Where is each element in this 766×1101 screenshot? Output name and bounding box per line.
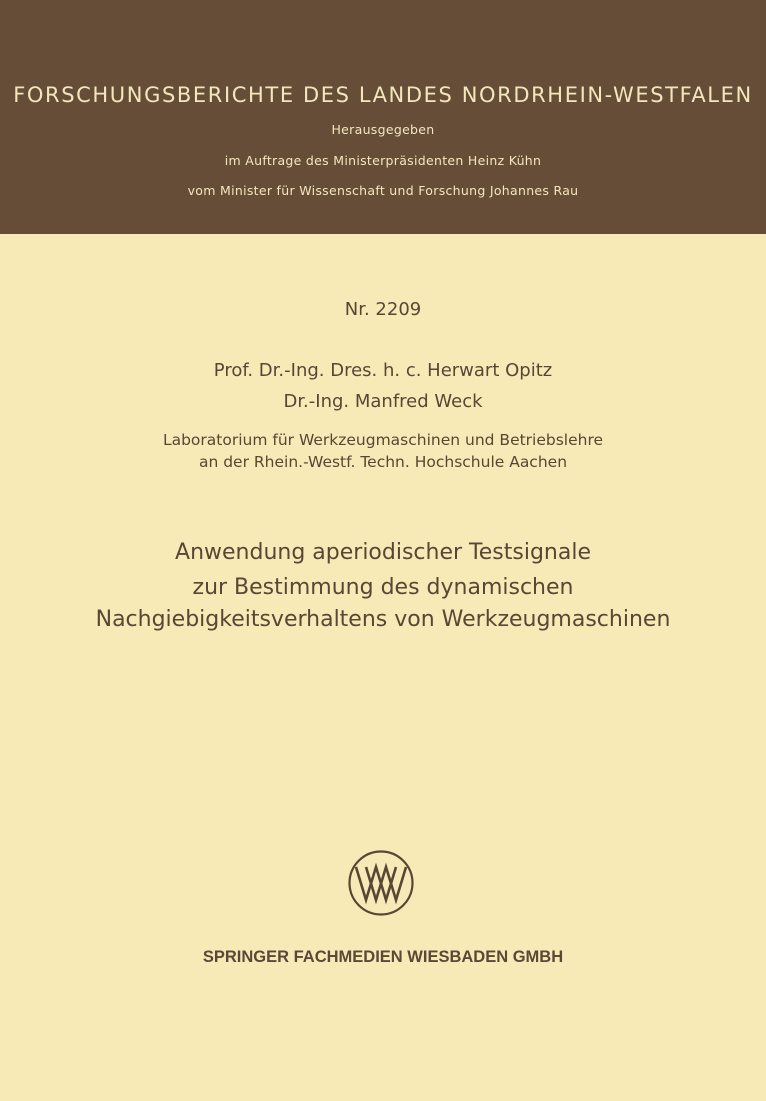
header-minister-line: vom Minister für Wissenschaft und Forschung Johannes Rau — [187, 183, 579, 198]
report-number: Nr. 2209 — [344, 299, 422, 320]
header-editor-line: Herausgegeben — [331, 122, 435, 137]
book-title-line: zur Bestimmung des dynamischen — [192, 575, 574, 600]
institution-line: an der Rhein.-Westf. Techn. Hochschule Aachen — [198, 453, 568, 471]
series-title: FORSCHUNGSBERICHTE DES LANDES NORDRHEIN-WESTFALEN — [13, 83, 753, 107]
westdeutscher-verlag-ww-logo-icon — [347, 849, 415, 917]
series-header-band — [0, 0, 766, 234]
publisher-name: SPRINGER FACHMEDIEN WIESBADEN GMBH — [202, 948, 564, 966]
institution-line: Laboratorium für Werkzeugmaschinen und Betriebslehre — [162, 431, 604, 449]
author-name: Prof. Dr.-Ing. Dres. h. c. Herwart Opitz — [213, 360, 553, 381]
book-title-line: Anwendung aperiodischer Testsignale — [175, 540, 591, 565]
book-title-line: Nachgiebigkeitsverhaltens von Werkzeugmaschinen — [95, 607, 671, 632]
header-commission-line: im Auftrage des Ministerpräsidenten Heinz Kühn — [224, 153, 542, 168]
author-name: Dr.-Ing. Manfred Weck — [283, 391, 483, 412]
